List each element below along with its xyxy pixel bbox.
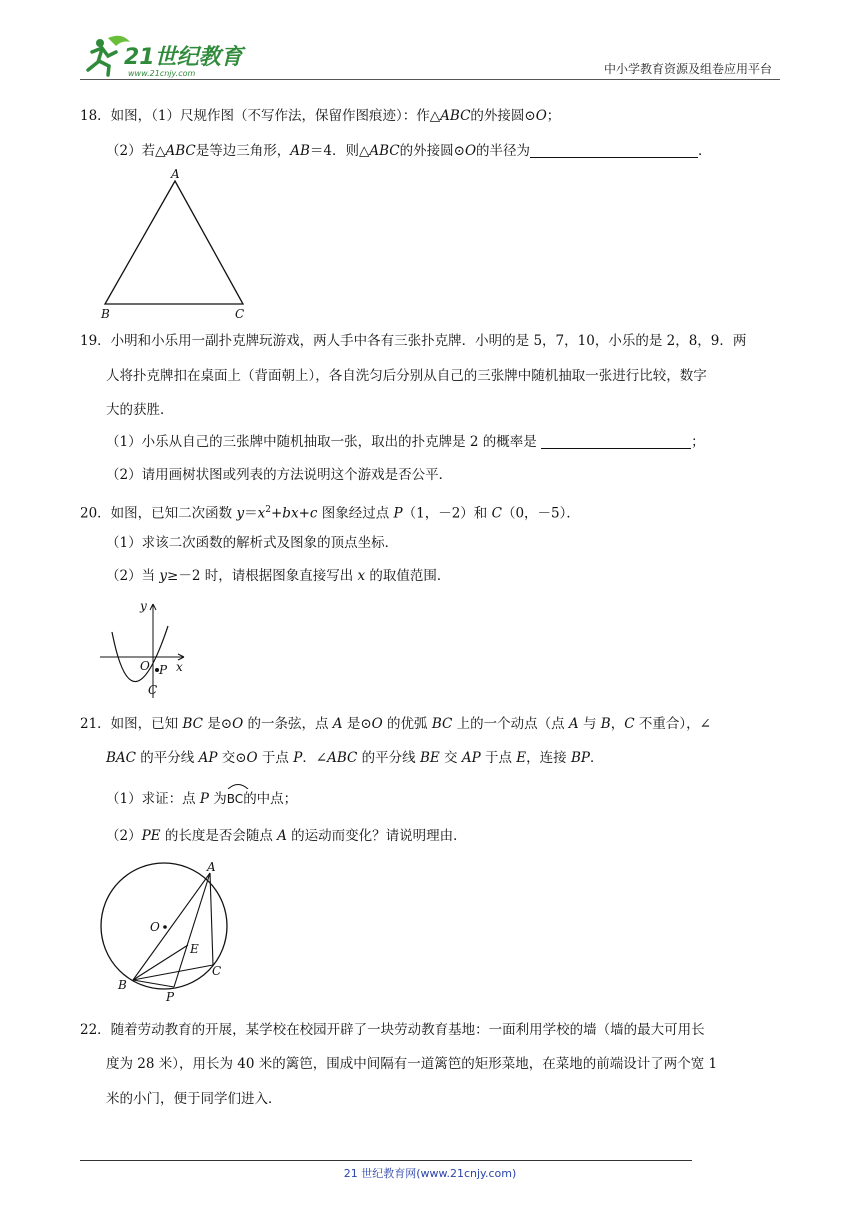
q18-answer-blank[interactable] xyxy=(530,143,698,158)
q21-line-1: 21．如图，已知 BC 是⊙O 的一条弦，点 A 是⊙O 的优弧 BC 上的一个动点（点 A 与 B，C 不重合），∠ xyxy=(80,716,711,732)
triangle-abc xyxy=(105,181,243,304)
label-a: A xyxy=(207,860,216,874)
label-p: P xyxy=(159,663,168,677)
arc-mark-icon xyxy=(227,783,249,789)
platform-name: 中小学教育资源及组卷应用平台 xyxy=(603,62,772,76)
q18-line-1: 18．如图，（1）尺规作图（不写作法，保留作图痕迹）：作△ABC的外接圆⊙O； xyxy=(80,108,561,124)
q19-part-1: （1）小乐从自己的三张牌中随机抽取一张，取出的扑克牌是 2 的概率是 ； xyxy=(106,434,705,450)
q19-line-3: 大的获胜． xyxy=(106,402,174,418)
site-logo xyxy=(78,30,258,80)
q21-circle-figure xyxy=(96,858,236,1008)
center-o-dot xyxy=(163,925,167,929)
header-divider xyxy=(80,79,780,80)
q22-line-1: 22．随着劳动教育的开展，某学校在校园开辟了一块劳动教育基地：一面利用学校的墙（墙的最大可用长 xyxy=(80,1022,705,1038)
q22-line-2: 度为 28 米），用长为 40 米的篱笆，围成中间隔有一道篱笆的矩形菜地，在菜地的前端设计了两个宽 1 xyxy=(106,1056,718,1072)
label-b: B xyxy=(118,978,127,992)
q18-line-2: （2）若△ABC是等边三角形，AB＝4．则△ABC的外接圆⊙O的半径为 ． xyxy=(106,143,712,159)
label-y: y xyxy=(140,599,147,613)
footer-text[interactable]: 21 世纪教育网(www.21cnjy.com) xyxy=(343,1167,517,1180)
label-c: C xyxy=(148,683,158,697)
q20-part-2: （2）当 y≥－2 时，请根据图象直接写出 x 的取值范围． xyxy=(106,568,451,584)
q22-line-3: 米的小门，便于同学们进入． xyxy=(106,1091,282,1107)
q19-line-2: 人将扑克牌扣在桌面上（背面朝上），各自洗匀后分别从自己的三张牌中随机抽取一张进行比较，数字 xyxy=(106,368,707,384)
label-c: C xyxy=(235,307,245,321)
label-p: P xyxy=(166,990,175,1004)
q21-line-2: BAC 的平分线 AP 交⊙O 于点 P．∠ABC 的平分线 BE 交 AP 于点 E，连接 BP． xyxy=(106,750,604,766)
q18-triangle-figure xyxy=(96,162,256,322)
label-a: A xyxy=(171,167,180,181)
label-e: E xyxy=(190,942,199,956)
q20-parabola-figure xyxy=(98,594,198,702)
q20-line-1: 20．如图，已知二次函数 $y=x^2+bx+c$ 图象经过点 P（1，－2）和 C（0，－5）． xyxy=(80,505,580,522)
footer-divider xyxy=(80,1160,692,1161)
q19-answer-blank[interactable] xyxy=(541,434,691,449)
label-b: B xyxy=(101,307,110,321)
logo-url: www.21cnjy.com xyxy=(128,69,196,78)
q19-line-1: 19．小明和小乐用一副扑克牌玩游戏，两人手中各有三张扑克牌．小明的是 5，7，10，小乐的是 2，8，9．两 xyxy=(80,333,747,349)
q19-part-2: （2）请用画树状图或列表的方法说明这个游戏是否公平． xyxy=(106,467,453,483)
label-c: C xyxy=(212,964,222,978)
logo-text: 21世纪教育 xyxy=(124,45,243,70)
arc-bc-notation: BC xyxy=(227,787,243,809)
label-x: x xyxy=(176,660,183,674)
chords xyxy=(133,873,213,987)
q20-part-1: （1）求该二次函数的解析式及图象的顶点坐标． xyxy=(106,535,399,551)
q21-part-2: （2）PE 的长度是否会随点 A 的运动而变化？请说明理由． xyxy=(106,828,467,844)
q21-part-1: （1）求证：点 P 为 BC的中点； xyxy=(106,787,297,809)
label-o: O xyxy=(150,920,160,934)
label-o: O xyxy=(140,659,150,673)
